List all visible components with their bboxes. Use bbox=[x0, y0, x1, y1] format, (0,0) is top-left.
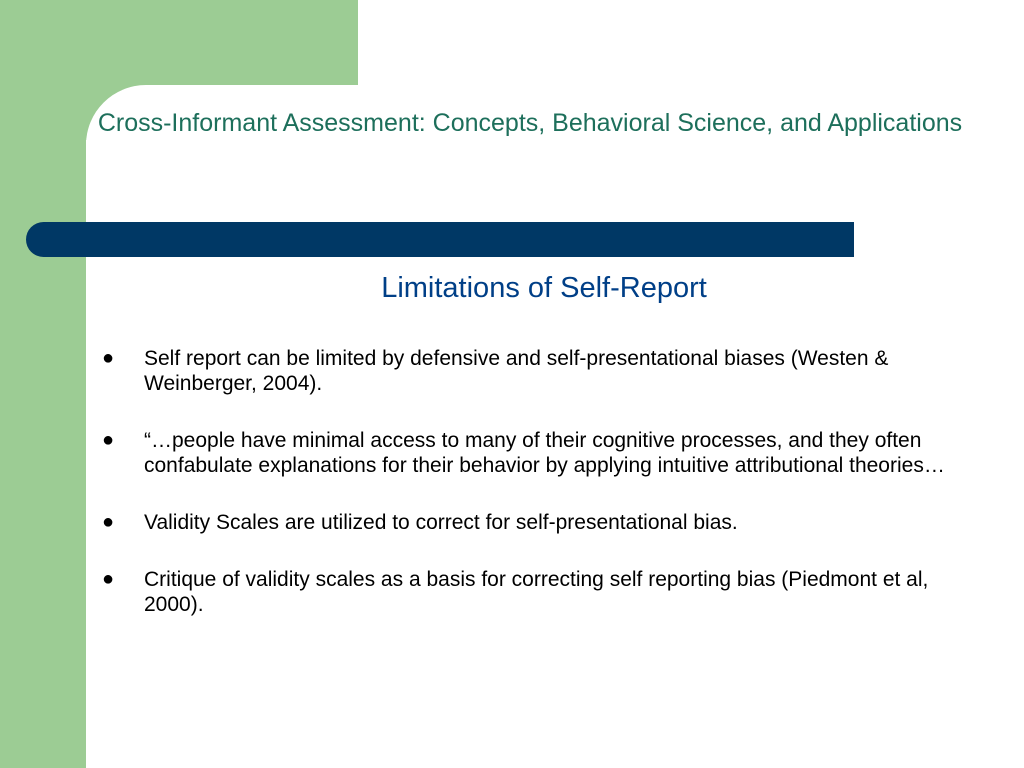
slide-subtitle: Limitations of Self-Report bbox=[381, 272, 707, 304]
bullet-item bbox=[102, 346, 952, 396]
bullet-dot-icon: ● bbox=[102, 568, 115, 590]
bullet-list bbox=[102, 346, 952, 649]
bullet-item bbox=[102, 428, 952, 478]
slide-title: Cross-Informant Assessment: Concepts, Behavioral Science, and Applications bbox=[97, 109, 963, 137]
bullet-text: “…people have minimal access to many of their cognitive processes, and they often confabulate explanations for their behavior by applying intuitive attributional theories… bbox=[144, 429, 945, 477]
bullet-text: Critique of validity scales as a basis for correcting self reporting bias (Piedmont et al, 2000). bbox=[144, 568, 929, 616]
bullet-text: Validity Scales are utilized to correct for self-presentational bias. bbox=[144, 511, 738, 534]
bullet-item bbox=[102, 567, 952, 617]
title-divider-bar bbox=[26, 222, 854, 257]
bullet-dot-icon: ● bbox=[102, 429, 115, 451]
bullet-item bbox=[102, 510, 952, 535]
bullet-text: Self report can be limited by defensive and self-presentational biases (Westen & Weinberger, 2004). bbox=[144, 347, 889, 395]
bullet-dot-icon: ● bbox=[102, 347, 115, 369]
bullet-dot-icon: ● bbox=[102, 511, 115, 533]
